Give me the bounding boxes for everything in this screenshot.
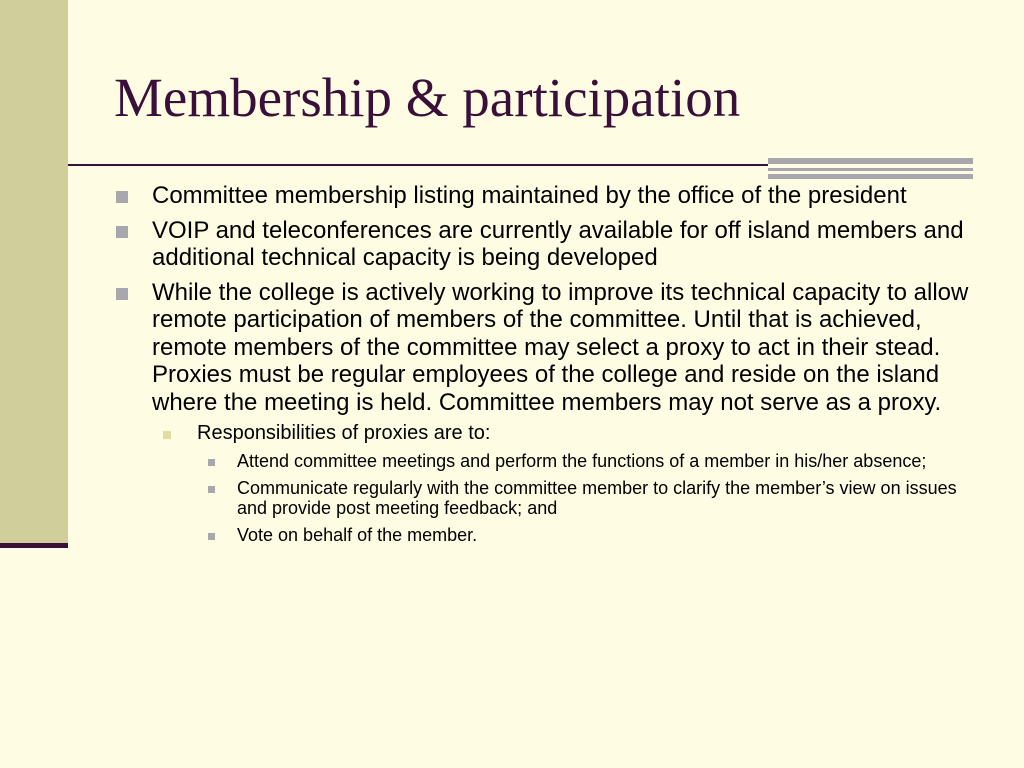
sub-sub-bullet-item (204, 478, 984, 519)
sub-bullet-list (159, 422, 984, 545)
left-band-underline (0, 543, 68, 548)
title-divider-accent (768, 168, 973, 171)
sub-sub-bullet-text: Communicate regularly with the committee member to clarify the member’s view on issues and provide post meeting feedback; and (237, 477, 957, 518)
title-divider (68, 164, 768, 166)
square-bullet-icon (163, 431, 171, 439)
sub-bullet-text: Responsibilities of proxies are to: (197, 422, 491, 444)
title-divider-accent (768, 158, 973, 164)
left-decorative-band (0, 0, 68, 543)
square-bullet-icon (116, 288, 128, 300)
sub-bullet-item (159, 422, 984, 545)
title-divider-accent (768, 174, 973, 179)
bullet-item (114, 217, 984, 272)
bullet-item (114, 182, 984, 210)
sub-sub-bullet-item (204, 525, 984, 546)
square-bullet-icon (208, 459, 215, 466)
bullet-list (114, 182, 984, 545)
bullet-text: While the college is actively working to improve its technical capacity to allow remote participation of members of the committee. Until that is achieved, remote members of the committee may select a proxy to act in their stead. Proxies must be regular employees of the college and reside on the island where the meeting is held. Committee members may not serve as a proxy. (152, 278, 969, 416)
slide-body (114, 182, 984, 552)
square-bullet-icon (116, 226, 128, 238)
square-bullet-icon (208, 486, 215, 493)
bullet-text: VOIP and teleconferences are currently available for off island members and additional technical capacity is being developed (152, 216, 964, 271)
bullet-text: Committee membership listing maintained by the office of the president (152, 182, 907, 209)
sub-sub-bullet-item (204, 451, 984, 472)
sub-sub-bullet-text: Vote on behalf of the member. (237, 524, 478, 545)
slide-title: Membership & participation (114, 67, 741, 128)
sub-sub-bullet-text: Attend committee meetings and perform the functions of a member in his/her absence; (237, 451, 927, 471)
sub-sub-bullet-list (204, 451, 984, 545)
bullet-item (114, 279, 984, 546)
square-bullet-icon (208, 533, 215, 540)
square-bullet-icon (116, 191, 128, 203)
